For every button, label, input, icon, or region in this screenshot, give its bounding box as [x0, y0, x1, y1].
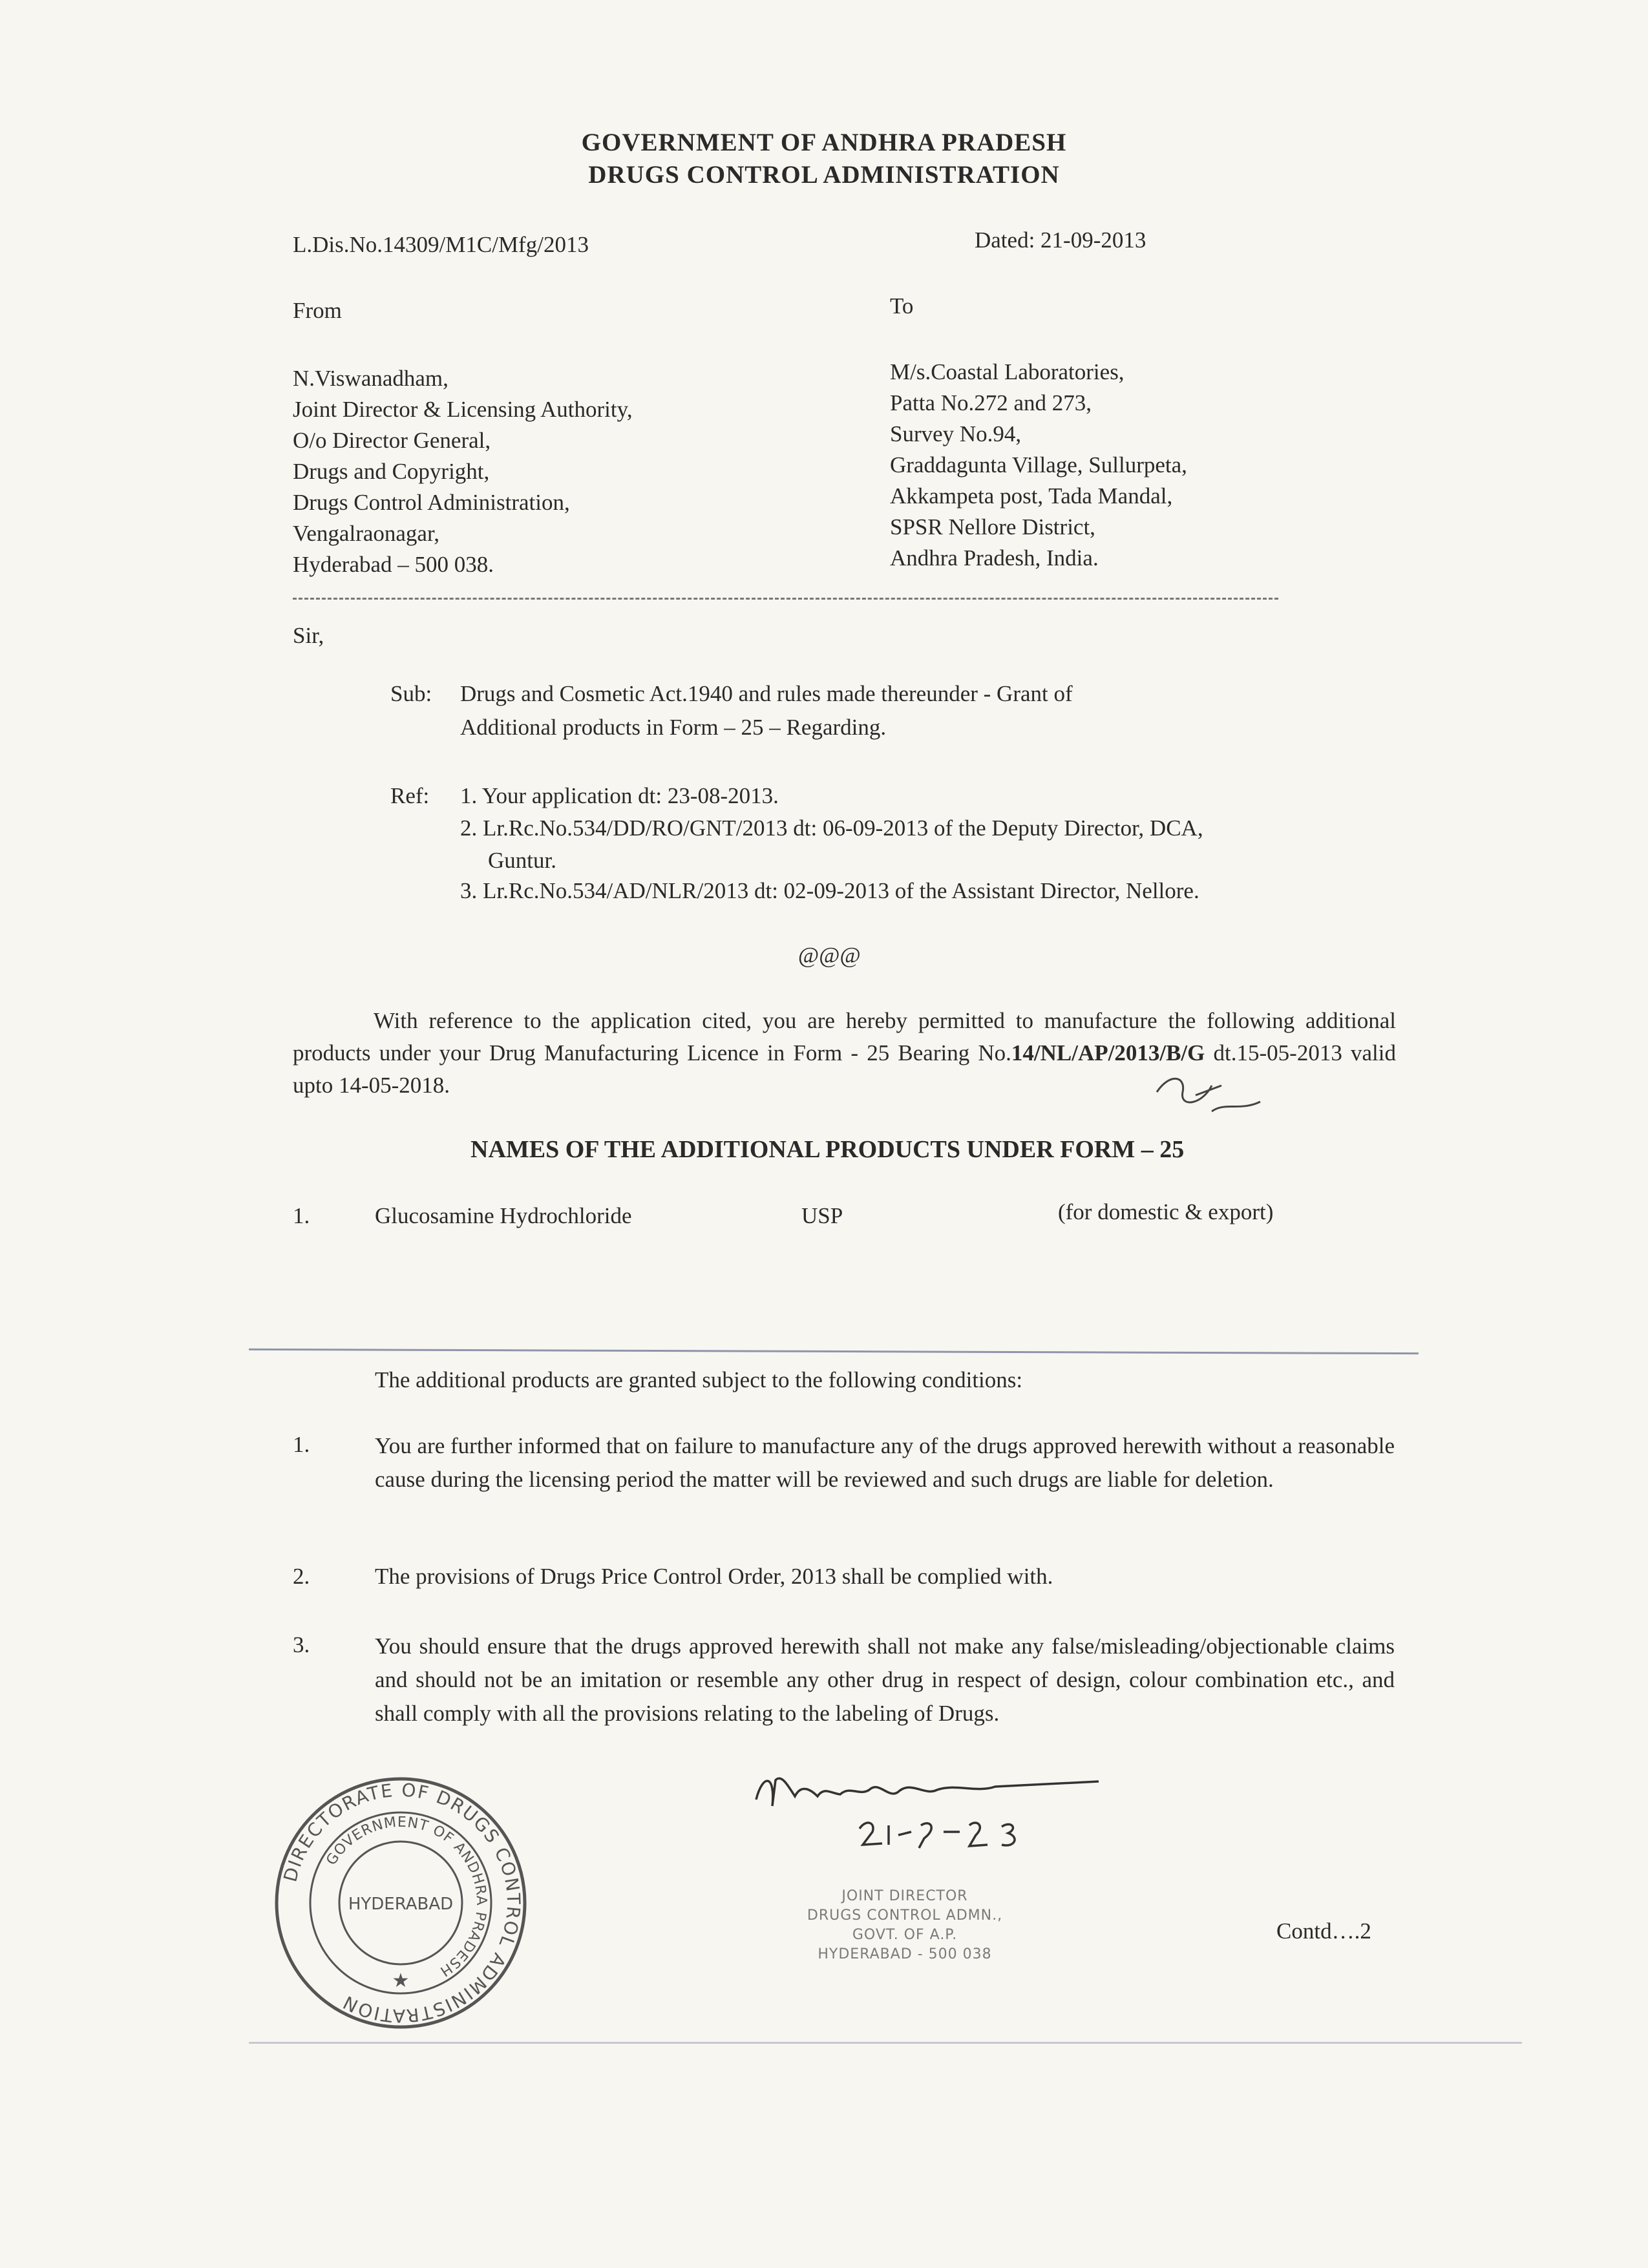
recipient-line: Akkampeta post, Tada Mandal,	[890, 483, 1173, 509]
product-name: Glucosamine Hydrochloride	[375, 1203, 632, 1228]
sender-line: Drugs Control Administration,	[293, 490, 570, 515]
condition-text: You should ensure that the drugs approved herewith shall not make any false/misleading/objectionable claims and should not be an imitation or resemble any other drug in respect of design, colour combination etc., and shall comply with all the provisions relating to the labeling of Drugs.	[375, 1633, 1395, 1726]
header-government: GOVERNMENT OF ANDHRA PRADESH	[581, 129, 1067, 156]
recipient-line: SPSR Nellore District,	[890, 514, 1095, 540]
star-icon: ★	[392, 1969, 410, 1992]
conditions-intro: The additional products are granted subject to the following conditions:	[375, 1367, 1023, 1392]
products-heading: NAMES OF THE ADDITIONAL PRODUCTS UNDER FORM – 25	[470, 1136, 1185, 1163]
salutation: Sir,	[293, 623, 324, 648]
product-standard: USP	[801, 1203, 843, 1228]
references-label: Ref:	[390, 783, 430, 808]
body-text-part1: With reference to the application cited, you are hereby permitted to manufacture the following additional products under your Drug Manufacturing Licence in Form - 25 Bearing No.	[293, 1008, 1396, 1066]
sender-line: Vengalraonagar,	[293, 521, 439, 546]
condition-text: You are further informed that on failure to manufacture any of the drugs approved herewith without a reasonable cause during the licensing period the matter will be reviewed and such drugs are liable for deletion.	[375, 1433, 1395, 1492]
recipient-line: Andhra Pradesh, India.	[890, 545, 1099, 571]
letter-date: Dated: 21-09-2013	[975, 227, 1146, 253]
recipient-line: M/s.Coastal Laboratories,	[890, 359, 1125, 384]
sender-line: O/o Director General,	[293, 428, 491, 453]
subject-label: Sub:	[390, 681, 432, 706]
designation-line: GOVT. OF A.P.	[852, 1927, 958, 1943]
sender-line: N.Viswanadham,	[293, 366, 449, 391]
body-text-part2: dt.15-05-2013 valid upto 14-05-2018.	[293, 1040, 1396, 1098]
header-administration: DRUGS CONTROL ADMINISTRATION	[588, 161, 1060, 189]
initials-correction-scribble	[1150, 1066, 1273, 1124]
sender-line: Joint Director & Licensing Authority,	[293, 397, 633, 422]
seal-center-text: HYDERABAD	[348, 1895, 454, 1914]
handwritten-signature	[750, 1767, 1112, 1858]
condition-number: 3.	[293, 1632, 310, 1657]
continued-note: Contd….2	[1276, 1918, 1371, 1944]
condition-number: 2.	[293, 1564, 310, 1589]
seal-inner-text: GOVERNMENT OF ANDHRA PRADESH	[323, 1814, 490, 1980]
official-seal-graphic	[271, 1774, 530, 2032]
official-seal	[271, 1774, 530, 2032]
licence-number: 14/NL/AP/2013/B/G	[1011, 1040, 1205, 1066]
reference-number: L.Dis.No.14309/M1C/Mfg/2013	[293, 232, 589, 257]
from-label: From	[293, 298, 342, 323]
condition-text: The provisions of Drugs Price Control Order, 2013 shall be complied with.	[375, 1564, 1053, 1589]
sender-address	[293, 363, 633, 580]
subject-line-1: Drugs and Cosmetic Act.1940 and rules made thereunder - Grant of	[460, 681, 1073, 706]
signature-block	[750, 1767, 1112, 1861]
recipient-line: Graddagunta Village, Sullurpeta,	[890, 452, 1187, 478]
recipient-address	[890, 357, 1187, 574]
condition-number: 1.	[293, 1432, 310, 1457]
reference-item: 3. Lr.Rc.No.534/AD/NLR/2013 dt: 02-09-2013 of the Assistant Director, Nellore.	[460, 878, 1199, 903]
sender-line: Drugs and Copyright,	[293, 459, 490, 484]
scan-fold-line	[249, 1349, 1419, 1354]
recipient-line: Patta No.272 and 273,	[890, 390, 1092, 415]
scan-bottom-line	[249, 2042, 1522, 2044]
product-number: 1.	[293, 1203, 310, 1228]
product-use: (for domestic & export)	[1058, 1199, 1274, 1224]
separator-mark: @@@	[798, 943, 861, 968]
designation-line: DRUGS CONTROL ADMN.,	[807, 1907, 1003, 1924]
to-label: To	[890, 293, 914, 319]
sender-line: Hyderabad – 500 038.	[293, 552, 494, 577]
subject-line-2: Additional products in Form – 25 – Regarding.	[460, 715, 887, 740]
recipient-line: Survey No.94,	[890, 421, 1022, 446]
signatory-designation	[769, 1887, 1041, 1964]
reference-item: 2. Lr.Rc.No.534/DD/RO/GNT/2013 dt: 06-09-2013 of the Deputy Director, DCA,	[460, 815, 1203, 841]
designation-line: JOINT DIRECTOR	[841, 1888, 968, 1904]
address-divider	[293, 598, 1278, 600]
designation-line: HYDERABAD - 500 038	[818, 1946, 992, 1962]
reference-item: 1. Your application dt: 23-08-2013.	[460, 783, 779, 808]
seal-outer-text: DIRECTORATE OF DRUGS CONTROL ADMINISTRATION	[279, 1779, 525, 2027]
reference-item: Guntur.	[488, 848, 556, 873]
